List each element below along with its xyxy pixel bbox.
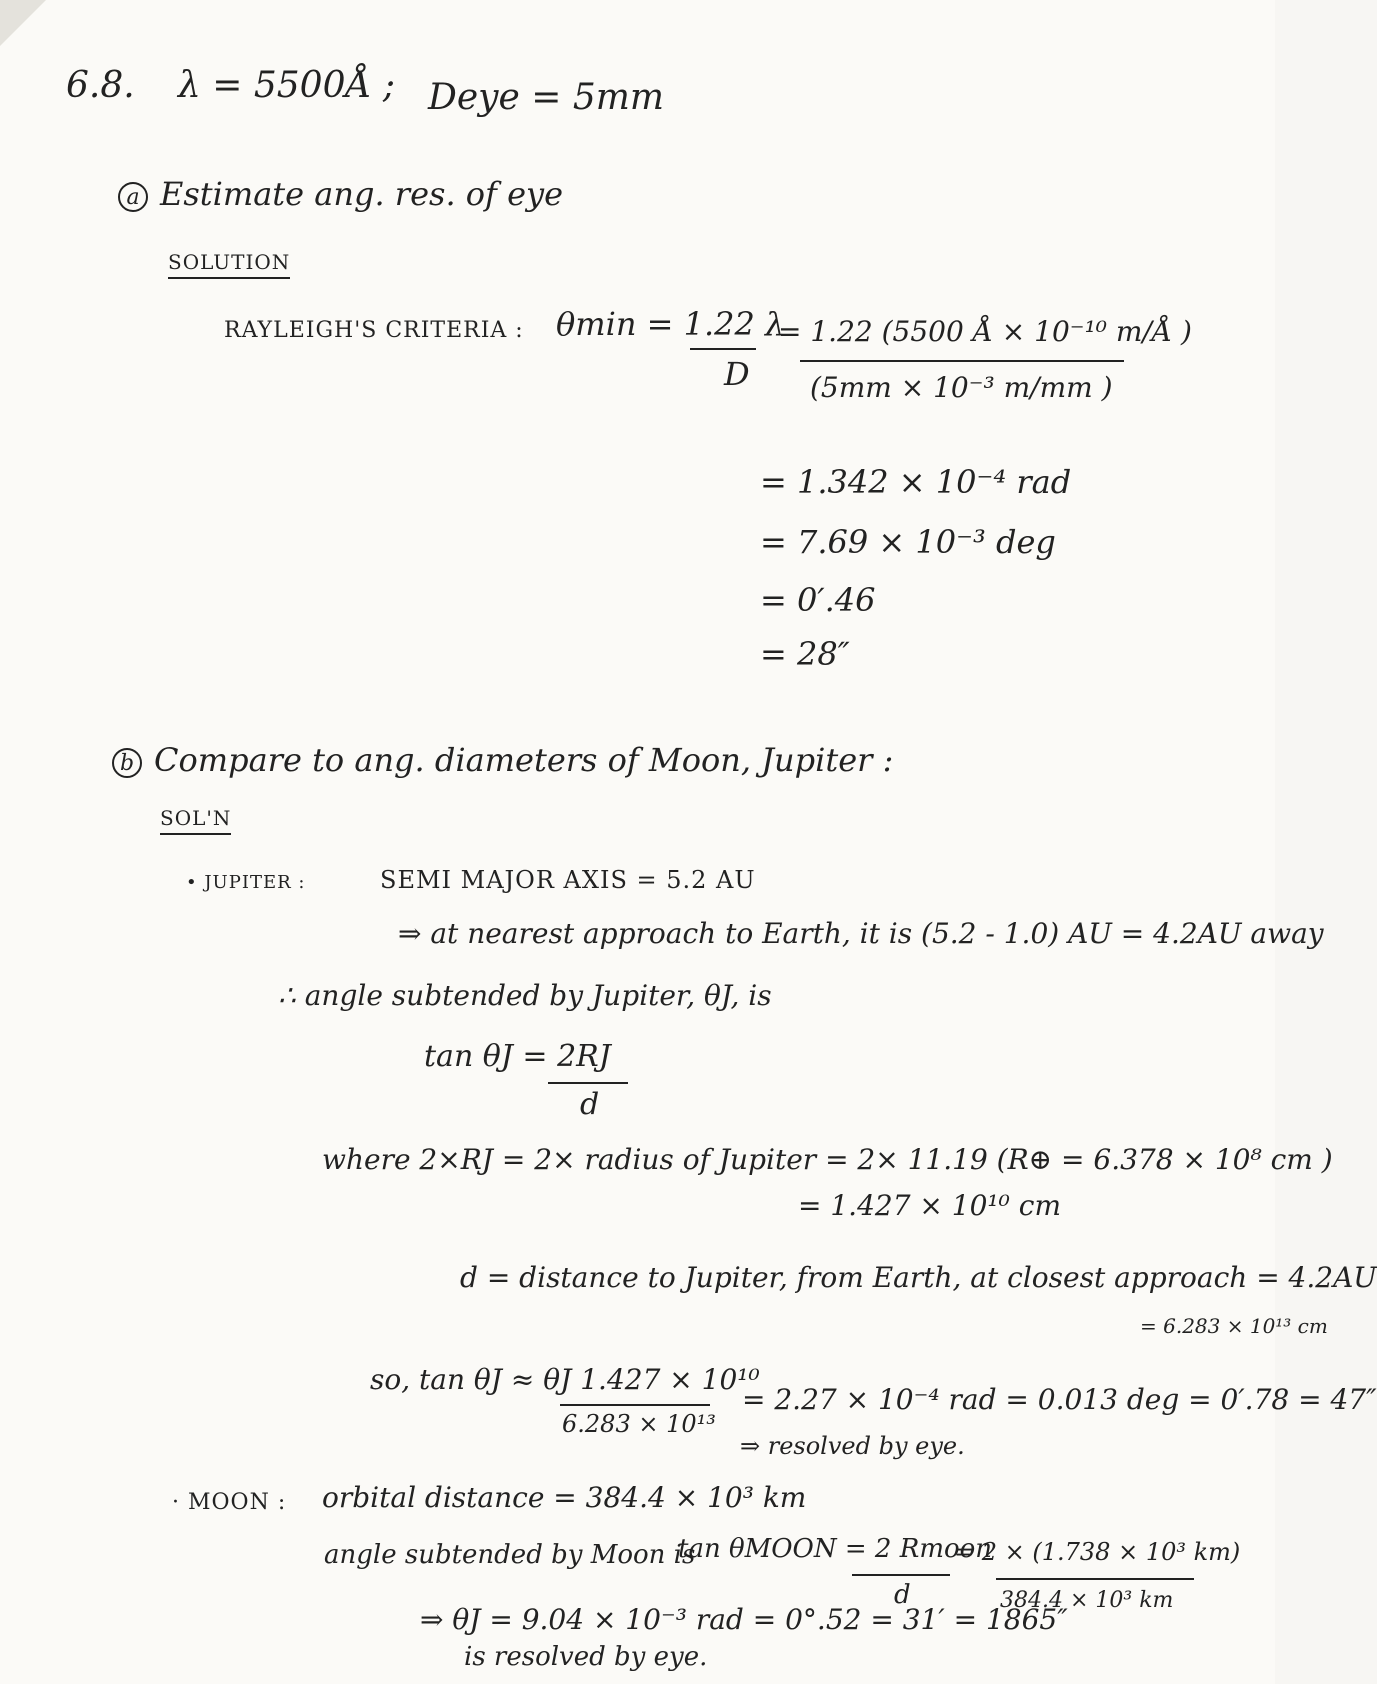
given-wavelength: λ = 5500Å ; — [178, 65, 396, 106]
jupiter-distance: d = distance to Jupiter, from Earth, at closest approach = 4.2AU — [460, 1261, 1377, 1294]
moon-fraction-denominator: 384.4 × 10³ km — [1000, 1588, 1174, 1613]
moon-result: ⇒ θJ = 9.04 × 10⁻³ rad = 0°.52 = 31′ = 1865″ — [420, 1603, 1068, 1636]
moon-tan-numerator: tan θMOON = 2 Rmoon — [678, 1534, 993, 1564]
result-degrees: = 7.69 × 10⁻³ deg — [760, 523, 1056, 561]
jupiter-so-fraction-bar — [560, 1404, 710, 1406]
result-arcmin: = 0′.46 — [760, 581, 876, 619]
part-a-text: Estimate ang. res. of eye — [160, 175, 564, 213]
part-b-solution-label: SOL'N — [160, 808, 231, 828]
theta-min-fraction-bar — [690, 348, 756, 350]
part-a-prompt — [118, 175, 564, 213]
moon-angle-intro: angle subtended by Moon is — [324, 1540, 696, 1570]
folded-corner — [0, 0, 46, 46]
result-radians: = 1.342 × 10⁻⁴ rad — [760, 463, 1072, 501]
jupiter-nearest-approach: ⇒ at nearest approach to Earth, it is (5.2 - 1.0) AU = 4.2AU away — [398, 917, 1324, 950]
jupiter-semimajor: SEMI MAJOR AXIS = 5.2 AU — [380, 866, 756, 894]
rayleigh-rhs-numerator: = 1.22 (5500 Å × 10⁻¹⁰ m/Å ) — [778, 315, 1192, 348]
problem-number: 6.8. — [66, 65, 135, 106]
jupiter-distance-cm: = 6.283 × 10¹³ cm — [1140, 1314, 1328, 1338]
jupiter-tan-numerator: tan θJ = 2RJ — [424, 1039, 611, 1074]
part-b-marker: b — [112, 748, 142, 778]
moon-fraction-bar — [996, 1578, 1194, 1580]
result-arcsec: = 28″ — [760, 635, 850, 673]
part-b-prompt — [112, 741, 894, 779]
jupiter-tan-fraction-bar — [548, 1082, 628, 1084]
moon-tan-fraction-bar — [852, 1574, 950, 1576]
rayleigh-rhs-fraction-bar — [800, 360, 1124, 362]
jupiter-so-denominator: 6.283 × 10¹³ — [562, 1410, 716, 1438]
given-eye-diameter: Deye = 5mm — [428, 77, 665, 118]
part-a-marker: a — [118, 182, 148, 212]
jupiter-where: where 2×RJ = 2× radius of Jupiter = 2× 11.19 (R⊕ = 6.378 × 10⁸ cm ) — [322, 1143, 1333, 1176]
jupiter-resolved: ⇒ resolved by eye. — [740, 1432, 965, 1460]
jupiter-label: • JUPITER : — [186, 872, 306, 893]
jupiter-so-result: = 2.27 × 10⁻⁴ rad = 0.013 deg = 0′.78 = 47″ — [742, 1383, 1377, 1416]
jupiter-where-result: = 1.427 × 10¹⁰ cm — [798, 1189, 1061, 1222]
theta-min-denominator: D — [724, 355, 750, 393]
jupiter-tan-denominator: d — [580, 1087, 600, 1122]
theta-min-numerator: θmin = 1.22 λ — [556, 305, 786, 343]
moon-tan-denominator: d — [894, 1580, 911, 1610]
moon-label: · MOON : — [172, 1490, 287, 1515]
jupiter-angle-intro: ∴ angle subtended by Jupiter, θJ, is — [278, 979, 772, 1012]
jupiter-so-numerator: so, tan θJ ≈ θJ 1.427 × 10¹⁰ — [370, 1363, 760, 1396]
rayleigh-label: RAYLEIGH'S CRITERIA : — [224, 318, 524, 343]
part-a-solution-label: SOLUTION — [168, 252, 290, 272]
rayleigh-rhs-denominator: (5mm × 10⁻³ m/mm ) — [810, 371, 1113, 404]
moon-resolved: is resolved by eye. — [464, 1642, 708, 1672]
part-b-text: Compare to ang. diameters of Moon, Jupiter : — [154, 741, 894, 779]
moon-orbital-distance: orbital distance = 384.4 × 10³ km — [322, 1481, 807, 1514]
moon-fraction-numerator: = 2 × (1.738 × 10³ km) — [954, 1538, 1241, 1566]
